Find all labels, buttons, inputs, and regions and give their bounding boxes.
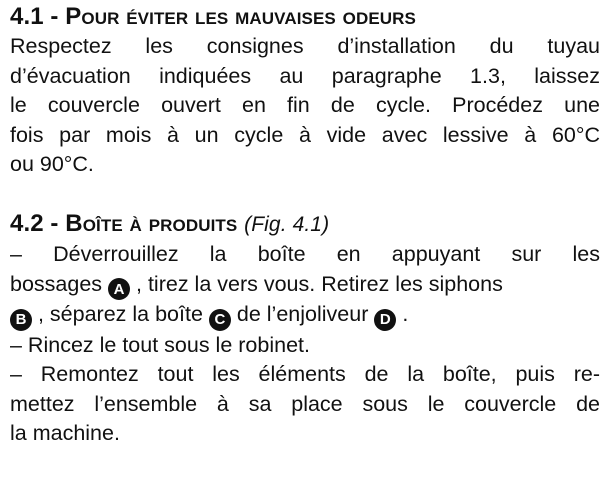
body-line: d’évacuation indiquées au paragraphe 1.3, laissez: [10, 63, 600, 88]
section-boite-produits: [10, 209, 600, 449]
badge-b: B: [10, 309, 32, 331]
body-text: de l’enjoliveur: [236, 302, 369, 327]
body-line: [10, 270, 600, 301]
badge-c: C: [209, 309, 231, 331]
body-text: bossages: [10, 271, 103, 296]
body-line: – Déverrouillez la boîte en appuyant sur les: [10, 241, 600, 266]
body-text: , tirez la vers vous. Retirez les siphons: [136, 271, 503, 296]
section-heading-odeurs: 4.1 - Pour éviter les mauvaises odeurs: [10, 3, 416, 30]
body-line: [10, 300, 600, 331]
body-text: , séparez la boîte: [37, 302, 203, 327]
section-heading-text: 4.2 - Boîte à produits: [10, 209, 238, 237]
body-line: ou 90°C.: [10, 152, 94, 177]
section-body-boite: [10, 240, 600, 449]
body-line: fois par mois à un cycle à vide avec lessive à 60°C: [10, 122, 600, 147]
section-heading-boite: [10, 209, 600, 240]
section-odeurs: [10, 2, 600, 180]
figure-reference: (Fig. 4.1): [244, 212, 330, 236]
section-body-odeurs: [10, 32, 600, 180]
body-line: la machine.: [10, 421, 120, 446]
badge-a: A: [108, 278, 130, 300]
body-line: Respectez les consignes d’installation du tuyau: [10, 34, 600, 58]
body-line: – Remontez tout les éléments de la boîte, puis re-: [10, 362, 600, 387]
body-line: – Rincez le tout sous le robinet.: [10, 332, 310, 357]
body-line: mettez l’ensemble à sa place sous le couvercle de: [10, 391, 600, 416]
body-text: .: [402, 302, 409, 327]
body-line: le couvercle ouvert en fin de cycle. Procédez une: [10, 93, 600, 118]
badge-d: D: [374, 309, 396, 331]
